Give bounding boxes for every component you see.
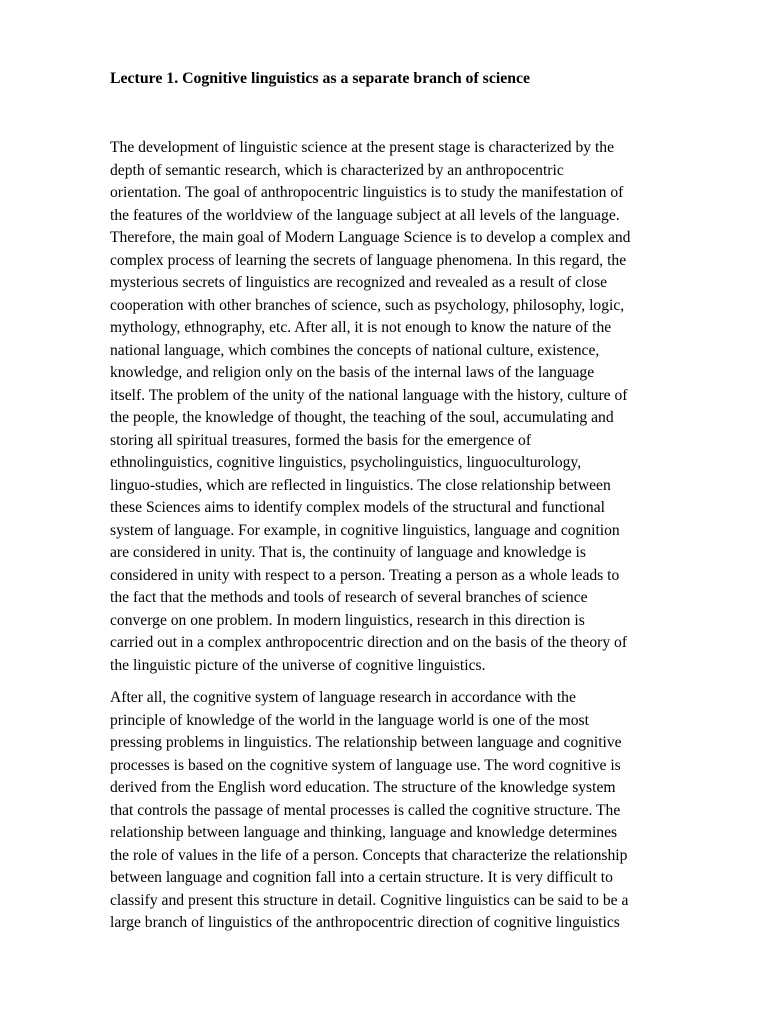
text-line: the role of values in the life of a person. Concepts that characterize the relationship	[110, 846, 628, 864]
text-line: classify and present this structure in detail. Cognitive linguistics can be said to be a	[110, 891, 629, 909]
text-line: the features of the worldview of the language subject at all levels of the language.	[110, 206, 620, 224]
text-line: orientation. The goal of anthropocentric linguistics is to study the manifestation of	[110, 184, 624, 201]
paragraph-1	[110, 137, 710, 677]
text-line: The development of linguistic science at the present stage is characterized by the	[110, 139, 614, 156]
text-line: ethnolinguistics, cognitive linguistics, psycholinguistics, linguoculturology,	[110, 454, 582, 471]
text-line: mysterious secrets of linguistics are recognized and revealed as a result of close	[110, 274, 608, 291]
text-line: considered in unity with respect to a person. Treating a person as a whole leads to	[110, 566, 620, 584]
text-line: storing all spiritual treasures, formed the basis for the emergence of	[110, 431, 532, 449]
text-line: pressing problems in linguistics. The relationship between language and cognitive	[110, 734, 622, 751]
text-line: After all, the cognitive system of language research in accordance with the	[110, 689, 576, 706]
text-line: principle of knowledge of the world in the language world is one of the most	[110, 711, 589, 729]
text-line: cooperation with other branches of science, such as psychology, philosophy, logic,	[110, 296, 625, 314]
text-line: depth of semantic research, which is characterized by an anthropocentric	[110, 161, 564, 179]
text-line: are considered in unity. That is, the continuity of language and knowledge is	[110, 544, 586, 561]
text-line: that controls the passage of mental processes is called the cognitive structure. The	[110, 801, 621, 819]
text-line: knowledge, and religion only on the basis of the internal laws of the language	[110, 364, 595, 381]
text-line: carried out in a complex anthropocentric direction and on the basis of the theory of	[110, 634, 628, 651]
text-line: these Sciences aims to identify complex models of the structural and functional	[110, 499, 605, 516]
paragraph-2	[110, 687, 710, 935]
text-line: the linguistic picture of the universe of cognitive linguistics.	[110, 656, 486, 674]
text-line: complex process of learning the secrets of language phenomena. In this regard, the	[110, 251, 627, 269]
text-line: converge on one problem. In modern linguistics, research in this direction is	[110, 611, 585, 629]
text-line: linguo-studies, which are reflected in linguistics. The close relationship between	[110, 476, 611, 494]
text-line: between language and cognition fall into a certain structure. It is very difficult to	[110, 869, 613, 886]
text-line: mythology, ethnography, etc. After all, it is not enough to know the nature of the	[110, 319, 612, 336]
text-line: the people, the knowledge of thought, the teaching of the soul, accumulating and	[110, 409, 614, 426]
text-line: system of language. For example, in cognitive linguistics, language and cognition	[110, 521, 620, 539]
text-line: processes is based on the cognitive system of language use. The word cognitive is	[110, 756, 621, 774]
text-line: itself. The problem of the unity of the national language with the history, culture of	[110, 386, 628, 404]
text-line: national language, which combines the concepts of national culture, existence,	[110, 341, 600, 359]
text-line: Therefore, the main goal of Modern Language Science is to develop a complex and	[110, 229, 631, 246]
text-line: derived from the English word education. The structure of the knowledge system	[110, 779, 616, 796]
lecture-title: Lecture 1. Cognitive linguistics as a separate branch of science	[110, 70, 531, 87]
text-line: large branch of linguistics of the anthropocentric direction of cognitive linguistics	[110, 914, 620, 931]
text-line: relationship between language and thinking, language and knowledge determines	[110, 824, 618, 841]
text-line: the fact that the methods and tools of research of several branches of science	[110, 589, 588, 606]
